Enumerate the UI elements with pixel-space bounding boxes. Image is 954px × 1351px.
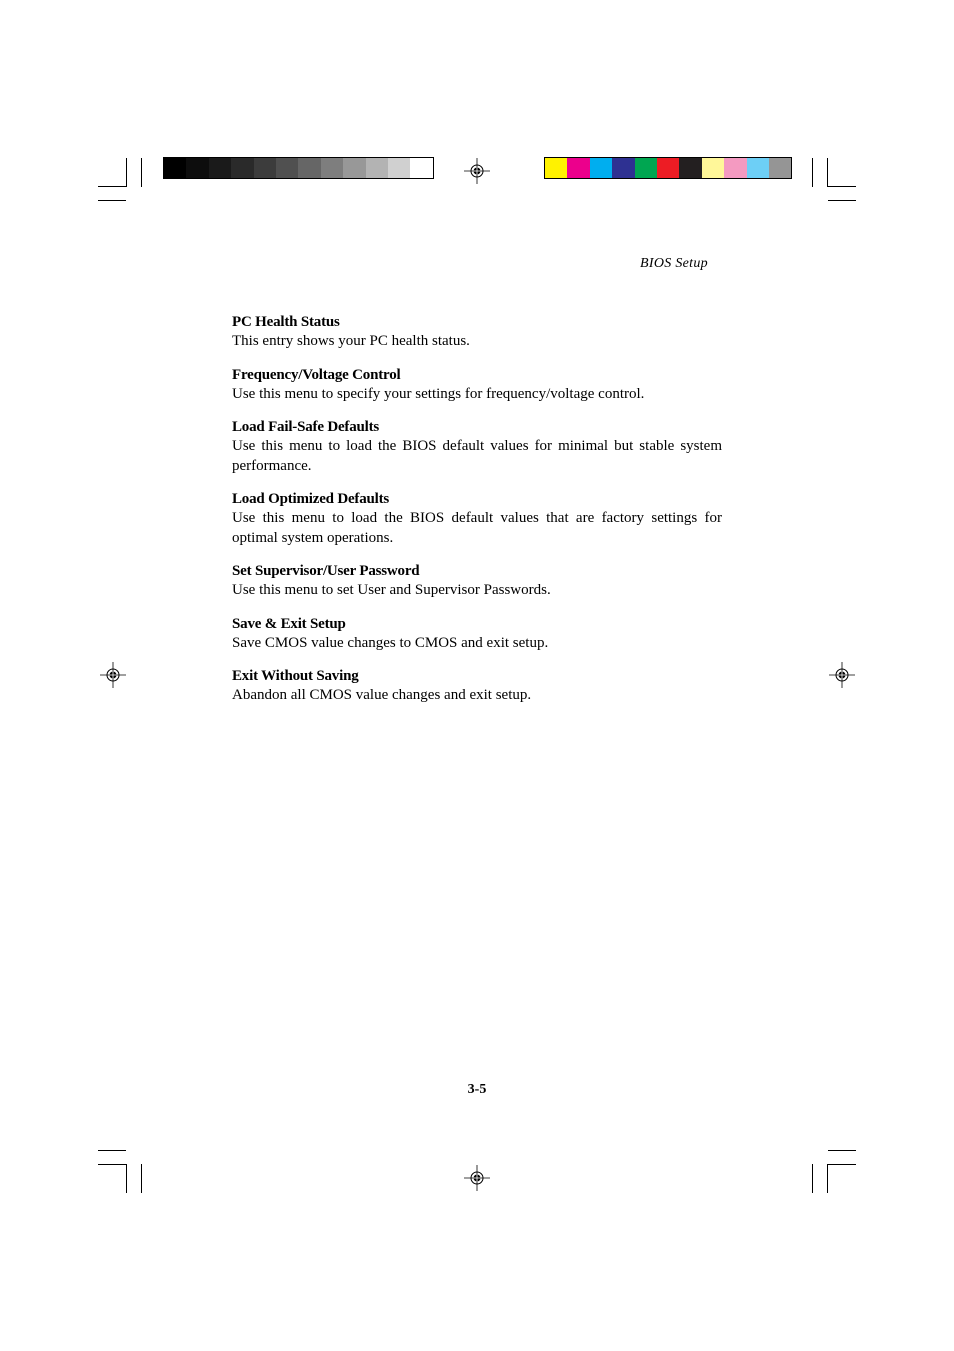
color-swatch: [724, 158, 746, 178]
section-description: Use this menu to load the BIOS default values for minimal but stable system performance.: [232, 438, 722, 474]
section-heading: Set Supervisor/User Password: [232, 563, 420, 579]
section-heading: Load Optimized Defaults: [232, 491, 390, 507]
crop-mark: [98, 1164, 126, 1165]
section-heading: Load Fail-Safe Defaults: [232, 419, 380, 435]
section-heading: Exit Without Saving: [232, 668, 359, 684]
color-swatch: [321, 158, 343, 178]
section-load-fail-safe-defaults: [232, 418, 722, 476]
color-swatch: [343, 158, 365, 178]
color-swatch: [276, 158, 298, 178]
section-load-optimized-defaults: [232, 490, 722, 548]
crop-mark: [827, 1164, 828, 1193]
crop-mark: [98, 200, 126, 201]
running-header: BIOS Setup: [640, 256, 708, 271]
section-heading: Frequency/Voltage Control: [232, 366, 401, 383]
grayscale-calibration-bar: [163, 157, 434, 179]
crop-mark: [828, 186, 856, 187]
crop-mark: [812, 158, 813, 187]
crop-mark: [812, 1164, 813, 1193]
color-swatch: [635, 158, 657, 178]
section-heading: Save & Exit Setup: [232, 615, 346, 632]
section-description: Save CMOS value changes to CMOS and exit setup.: [232, 634, 549, 651]
section-description: Use this menu to set User and Supervisor Passwords.: [232, 582, 551, 598]
color-swatch: [612, 158, 634, 178]
crop-mark: [828, 200, 856, 201]
color-swatch: [410, 158, 432, 178]
crop-mark: [126, 1164, 127, 1193]
color-swatch: [769, 158, 791, 178]
registration-mark-icon: [464, 158, 490, 184]
registration-mark-icon: [829, 662, 855, 688]
color-swatch: [590, 158, 612, 178]
page-number: 3-5: [467, 1082, 487, 1097]
crop-mark: [141, 1164, 142, 1193]
crop-mark: [98, 186, 126, 187]
section-description: Use this menu to load the BIOS default values that are factory settings for optimal system operations.: [232, 510, 722, 546]
color-swatch: [702, 158, 724, 178]
registration-mark-icon: [464, 1165, 490, 1191]
crop-mark: [827, 158, 828, 187]
color-calibration-bar: [544, 157, 792, 179]
section-description: Abandon all CMOS value changes and exit setup.: [232, 687, 532, 703]
section-description: This entry shows your PC health status.: [232, 333, 470, 349]
section-description: Use this menu to specify your settings for frequency/voltage control.: [232, 385, 645, 402]
color-swatch: [567, 158, 589, 178]
section-heading: PC Health Status: [232, 314, 340, 330]
color-swatch: [657, 158, 679, 178]
crop-mark: [141, 158, 142, 187]
section-frequency-voltage-control: [232, 366, 722, 405]
page-content: [232, 313, 722, 720]
section-exit-without-saving: [232, 667, 722, 706]
color-swatch: [545, 158, 567, 178]
registration-mark-icon: [100, 662, 126, 688]
color-swatch: [298, 158, 320, 178]
color-swatch: [366, 158, 388, 178]
color-swatch: [231, 158, 253, 178]
crop-mark: [98, 1150, 126, 1151]
color-swatch: [388, 158, 410, 178]
section-set-supervisor-user-password: [232, 562, 722, 601]
color-swatch: [164, 158, 186, 178]
color-swatch: [186, 158, 208, 178]
color-swatch: [747, 158, 769, 178]
crop-mark: [828, 1150, 856, 1151]
section-pc-health-status: [232, 313, 722, 352]
crop-mark: [126, 158, 127, 187]
crop-mark: [828, 1164, 856, 1165]
section-save-exit-setup: [232, 615, 722, 654]
color-swatch: [209, 158, 231, 178]
color-swatch: [254, 158, 276, 178]
color-swatch: [679, 158, 701, 178]
